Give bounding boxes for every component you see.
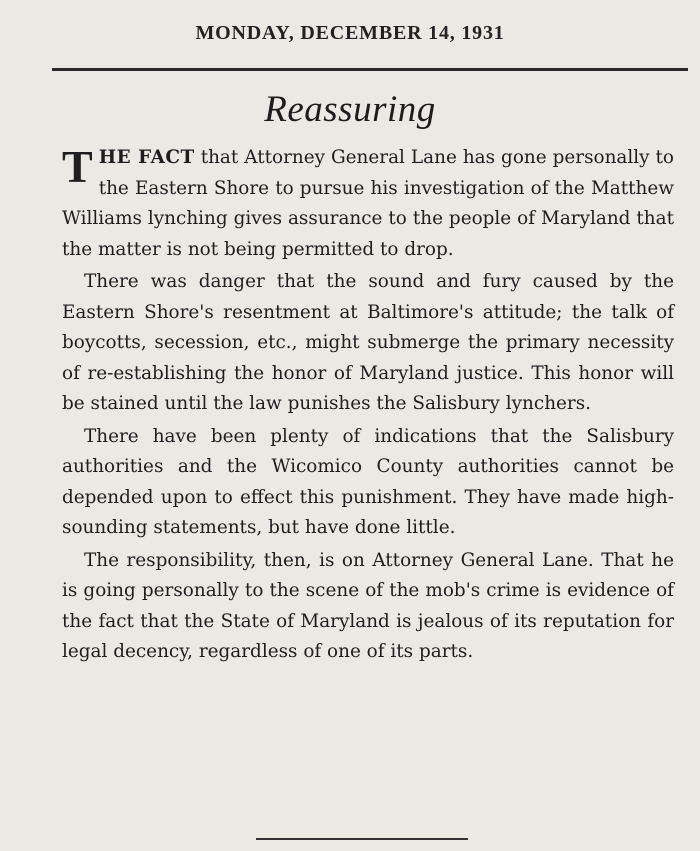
paragraph-1: [62, 143, 674, 265]
headline: Reassuring: [264, 89, 436, 130]
paragraph-3: There have been plenty of indications that the Salisbury authorities and the Wicomico County authorities cannot be depended upon to effect this punishment. They have made high-sounding statements, but have done little.: [62, 425, 674, 538]
lead-in: HE FACT: [98, 147, 195, 168]
bottom-rule: [256, 838, 468, 840]
dateline: MONDAY, DECEMBER 14, 1931: [195, 22, 505, 44]
paragraph-1-text: that Attorney General Lane has gone personally to the Eastern Shore to pursue his investigation of the Matthew Williams lynching gives assurance to the people of Maryland that the matter is not being permitted to drop.: [62, 147, 674, 260]
drop-cap: T: [62, 141, 93, 192]
top-rule: [52, 68, 688, 71]
paragraph-4: The responsibility, then, is on Attorney General Lane. That he is going personally to the scene of the mob's crime is evidence of the fact that the State of Maryland is jealous of its reputation for legal decency, regardless of one of its parts.: [62, 549, 674, 662]
paragraph-2: There was danger that the sound and fury caused by the Eastern Shore's resentment at Baltimore's attitude; the talk of boycotts, secession, etc., might submerge the primary necessity of re-establishing the honor of Maryland justice. This honor will be stained until the law punishes the Salisbury lynchers.: [62, 271, 674, 414]
article-body: [62, 143, 674, 670]
